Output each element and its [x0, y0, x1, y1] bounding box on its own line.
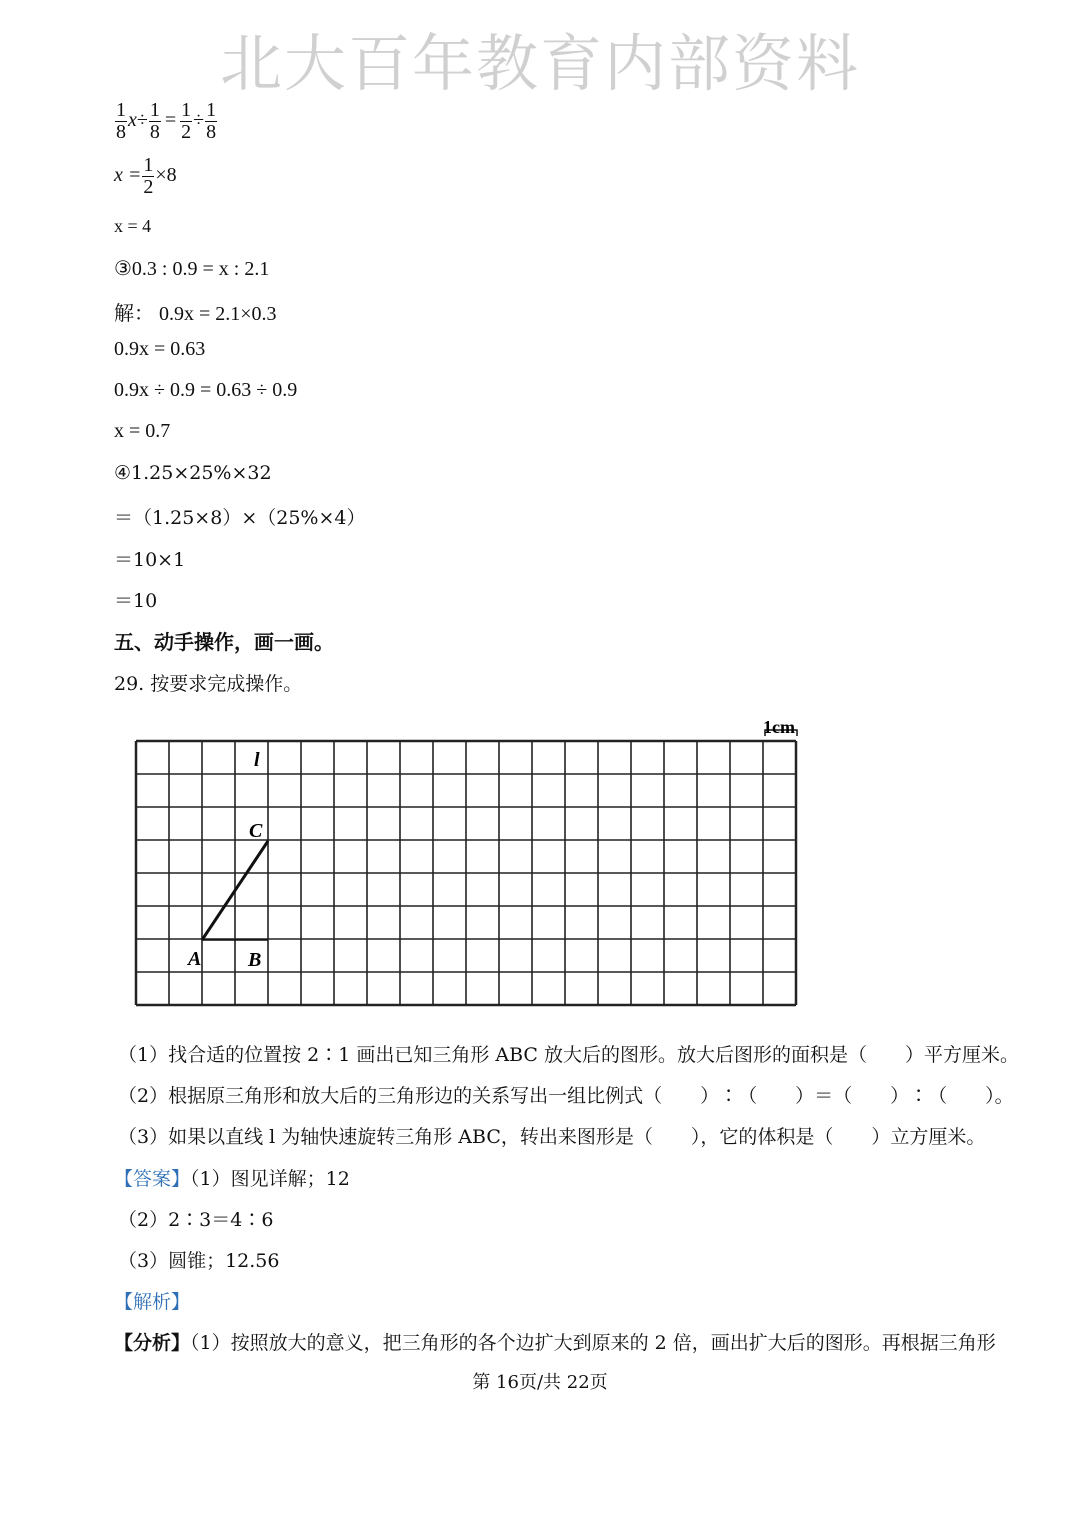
answer-line-1: [114, 1164, 350, 1191]
problem-3-step-1: 解： 0.9x = 2.1×0.3: [114, 303, 277, 325]
problem-4-step-3: ＝10: [114, 590, 158, 612]
equation-line-1: $\frac{1}{8}$ x÷ $\frac{1}{8}$ = $\frac{1}{2}$ ÷ $\frac{1}{8}$: [116, 99, 217, 143]
fenxi-text: （1）按照放大的意义，把三角形的各个边扩大到原来的 2 倍，画出扩大后的图形。再根据三角形: [190, 1332, 996, 1354]
point-b-label: B: [248, 949, 262, 971]
fraction: $\frac{1}{2}$: [143, 154, 154, 198]
grid-lines: [136, 741, 796, 1005]
equation-line-2: x = $\frac{1}{2}$ ×8: [114, 154, 177, 198]
fraction: $\frac{1}{8}$: [149, 99, 160, 143]
analysis-tag: 【解析】: [114, 1291, 191, 1313]
analysis-line-1: [114, 1328, 996, 1355]
problem-4-step-1: ＝（1.25×8）×（25%×4）: [114, 507, 366, 529]
equation-line-3: x = 4: [114, 216, 152, 236]
point-a-label: A: [188, 948, 202, 970]
problem-3-step-2: 0.9x = 0.63: [114, 338, 206, 360]
question-number: 29.: [114, 673, 145, 695]
question-29: [114, 669, 302, 696]
grid-diagram: [130, 708, 810, 1013]
problem-4-step-2: ＝10×1: [114, 549, 186, 571]
answer-line-2: （2）2∶3＝4∶6: [118, 1209, 274, 1231]
scale-label: 1cm: [763, 717, 795, 737]
watermark: 北大百年教育内部资料: [219, 27, 860, 100]
problem-4: ④1.25×25%×32: [114, 462, 272, 484]
answer-tag: 【答案】: [114, 1168, 191, 1190]
subquestion-3: （3）如果以直线 l 为轴快速旋转三角形 ABC，转出来图形是（ ），它的体积是（ ）立方厘米。: [118, 1126, 986, 1148]
problem-3-step-4: x = 0.7: [114, 420, 171, 442]
page-footer: 第 16页/共 22页: [472, 1372, 608, 1393]
problem-3: ③0.3 : 0.9 = x : 2.1: [114, 258, 270, 280]
subquestion-1: （1）找合适的位置按 2∶1 画出已知三角形 ABC 放大后的图形。放大后图形的面积是（ ）平方厘米。: [118, 1044, 1019, 1066]
fraction: $\frac{1}{2}$: [181, 99, 192, 143]
problem-3-step-3: 0.9x ÷ 0.9 = 0.63 ÷ 0.9: [114, 379, 298, 401]
line-l-label: l: [254, 749, 260, 771]
subquestion-2: （2）根据原三角形和放大后的三角形边的关系写出一组比例式（ ）∶（ ）＝（ ）∶（ ）。: [118, 1085, 1014, 1107]
answer-line-3: （3）圆锥；12.56: [118, 1250, 280, 1272]
question-text: 按要求完成操作。: [150, 673, 303, 695]
point-c-label: C: [249, 820, 263, 842]
fenxi-tag: 【分析】: [114, 1332, 191, 1354]
answer-text-1: （1）图见详解；12: [190, 1168, 350, 1190]
fraction: $\frac{1}{8}$: [116, 99, 126, 143]
fraction: $\frac{1}{8}$: [206, 99, 217, 143]
section-heading: 五、动手操作，画一画。: [114, 630, 334, 654]
